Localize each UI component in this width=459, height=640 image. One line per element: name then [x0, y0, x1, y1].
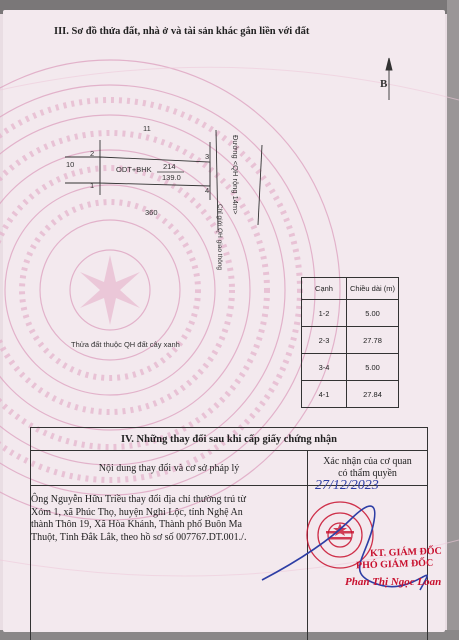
col-content-header: Nội dung thay đổi và cơ sở pháp lý	[31, 451, 308, 486]
parcel-number: 214	[163, 162, 176, 171]
green-zone-note: Thửa đất thuộc QH đất cây xanh	[71, 340, 180, 349]
corner-1-label: 1	[90, 181, 95, 190]
neighbor-top-label: 11	[143, 124, 151, 133]
corner-3-label: 3	[205, 152, 210, 161]
edges-header-length: Chiều dài (m)	[347, 278, 399, 300]
edges-header-edge: Cạnh	[302, 278, 347, 300]
table-row: 2-3 27.78	[302, 327, 399, 354]
signer-name: Phan Thị Ngọc Loan	[345, 576, 442, 588]
section-4-title: IV. Những thay đổi sau khi cấp giấy chứng nhận	[31, 428, 428, 451]
parcel-code: ODT+BHK	[116, 165, 152, 174]
north-label: B	[380, 78, 388, 90]
col-confirm-header: Xác nhận của cơ quan có thẩm quyền	[308, 451, 428, 486]
table-row: 3-4 5.00	[302, 354, 399, 381]
corner-2-label: 2	[90, 149, 95, 158]
table-row: 1-2 5.00	[302, 300, 399, 327]
corner-4-label: 4	[205, 186, 210, 195]
stamp-role: PHÓ GIÁM ĐỐC	[355, 557, 434, 572]
change-entry-text: Ông Nguyễn Hữu Triều thay đổi địa chỉ thường trú từ Xóm 1, xã Phúc Thọ, huyện Nghi Lộc, tỉnh Nghệ An thành Thôn 19, Xã Hòa Khánh, Thành phố Buôn Ma Thuột, Tỉnh Đắk Lắk, theo hồ sơ số 007767.DT.001./.	[31, 494, 247, 543]
stamp-title: KT. GIÁM ĐỐC	[369, 545, 442, 560]
road-label: Đường <QH rộng 14m>	[231, 135, 240, 215]
neighbor-left-label: 10	[66, 160, 75, 169]
parcel-area: 139.0	[162, 173, 181, 182]
neighbor-bottom-label: 360	[145, 208, 158, 217]
table-row: 4-1 27.84	[302, 381, 399, 408]
handwritten-date: 27/12/2023	[315, 478, 379, 493]
section-3-title: III. Sơ đồ thửa đất, nhà ở và tài sản khác gắn liền với đất	[54, 26, 310, 37]
road-boundary-label: Chỉ giới QH giao thông	[216, 204, 223, 271]
